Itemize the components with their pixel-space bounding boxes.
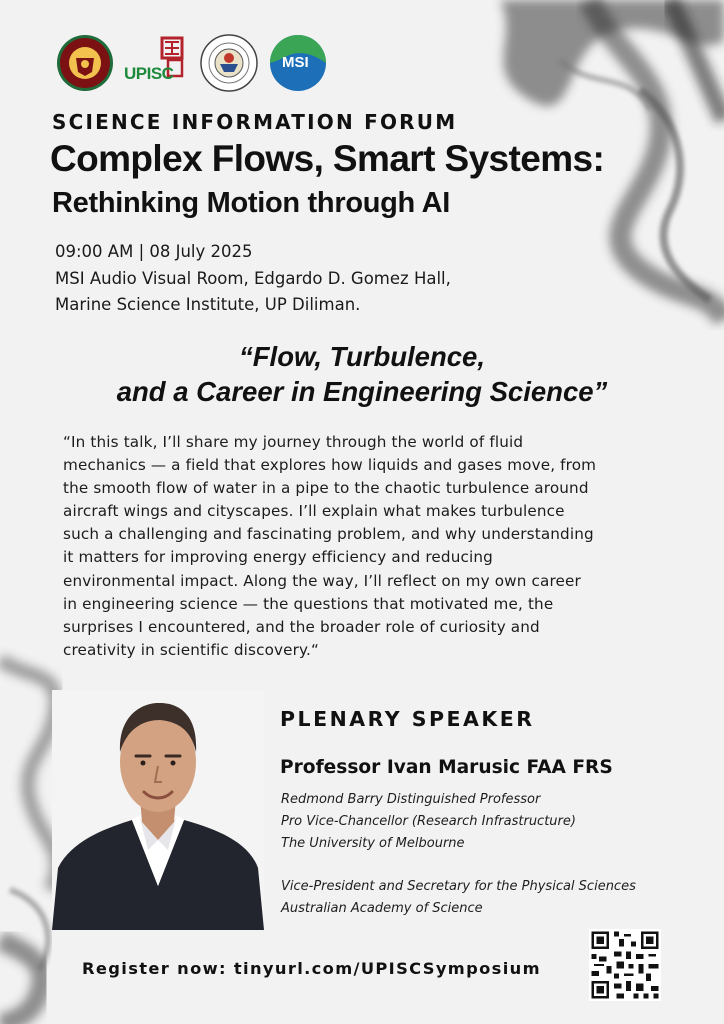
- abstract-line: surprises I encountered, and the broader role of curiosity and: [63, 617, 540, 636]
- abstract-line: environmental impact. Along the way, I’ll reflect on my own career: [63, 571, 581, 590]
- upisc-logo-text: UPISC: [124, 64, 174, 83]
- speaker-role: Australian Academy of Science: [281, 901, 483, 917]
- abstract-line: the smooth flow of water in a pipe to the chaotic turbulence around: [63, 479, 589, 498]
- speaker-photo: [52, 690, 264, 930]
- register-link[interactable]: Register now: tinyurl.com/UPISCSymposium: [82, 959, 541, 978]
- speaker-role: Vice-President and Secretary for the Physical Sciences: [281, 879, 636, 895]
- abstract-line: “In this talk, I’ll share my journey through the world of fluid: [63, 433, 524, 451]
- abstract-line: such a challenging and fascinating problem, and why understanding: [63, 525, 594, 544]
- abstract-line: creativity in scientific discovery.“: [63, 640, 320, 659]
- speaker-role: The University of Melbourne: [281, 835, 465, 851]
- abstract-line: aircraft wings and cityscapes. I’ll explain what makes turbulence: [63, 502, 565, 521]
- qr-code-icon[interactable]: [589, 929, 661, 1001]
- event-kicker: SCIENCE INFORMATION FORUM: [52, 110, 458, 134]
- msi-logo-text: MSI: [282, 54, 309, 71]
- abstract-line: in engineering science — the questions that motivated me, the: [63, 594, 554, 613]
- event-title: Complex Flows, Smart Systems:: [50, 138, 605, 179]
- upisc-logo-icon: [124, 36, 186, 92]
- talk-abstract: [63, 431, 683, 662]
- event-datetime: 09:00 AM | 08 July 2025: [55, 242, 253, 261]
- talk-title: [0, 339, 724, 409]
- speaker-roles: [281, 789, 636, 920]
- speaker-name: Professor Ivan Marusic FAA FRS: [280, 757, 613, 778]
- abstract-line: it matters for improving energy efficiency and reducing: [63, 548, 493, 567]
- event-details: [55, 239, 451, 319]
- speaker-heading: PLENARY SPEAKER: [280, 707, 535, 731]
- speaker-role: Redmond Barry Distinguished Professor: [281, 792, 541, 807]
- talk-title-line2: and a Career in Engineering Science”: [116, 376, 608, 407]
- event-venue-line1: MSI Audio Visual Room, Edgardo D. Gomez Hall,: [55, 268, 451, 288]
- event-subtitle: Rethinking Motion through AI: [52, 187, 451, 219]
- university-seal-icon: [56, 34, 114, 92]
- event-venue-line2: Marine Science Institute, UP Diliman.: [55, 295, 361, 314]
- speaker-role: Pro Vice-Chancellor (Research Infrastructure): [281, 813, 576, 829]
- abstract-line: mechanics — a field that explores how liquids and gases move, from: [63, 456, 597, 475]
- talk-title-line1: “Flow, Turbulence,: [239, 341, 485, 372]
- academy-seal-icon: [200, 34, 258, 92]
- msi-logo-icon: [269, 34, 327, 92]
